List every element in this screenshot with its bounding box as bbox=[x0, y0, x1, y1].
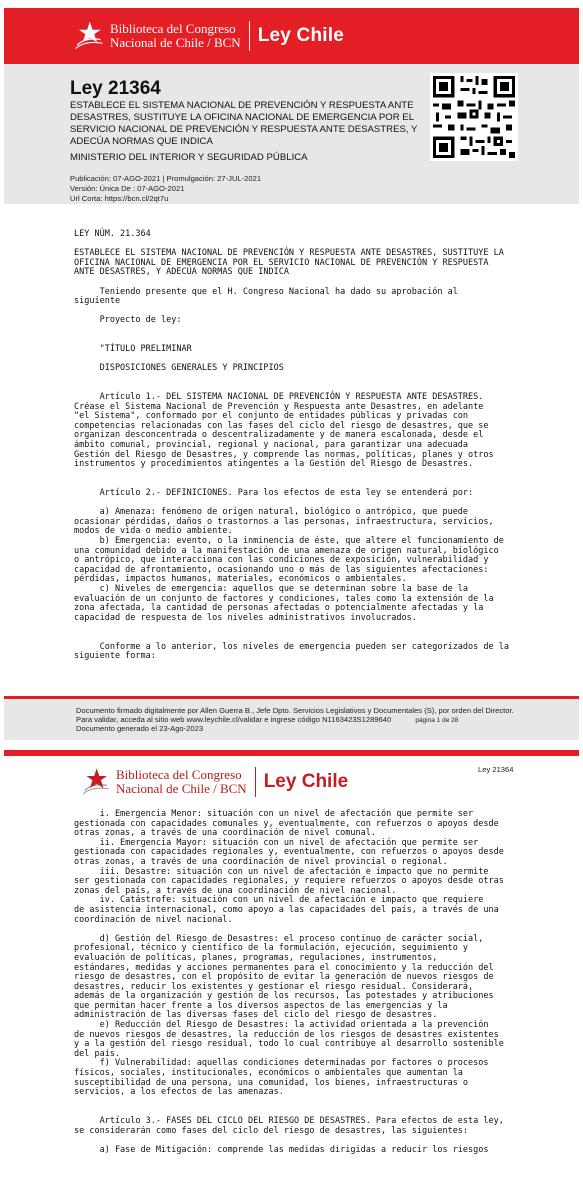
text-line: servicios, a los efectos de las amenazas. bbox=[74, 1087, 284, 1098]
text-line: Conforme a lo anterior, los niveles de emergencia pueden ser categorizados de la bbox=[74, 641, 509, 652]
brand-title: Ley Chile bbox=[257, 25, 344, 46]
text-line: Proyecto de ley: bbox=[74, 315, 182, 326]
text-line: instrumentos y procedimientos atingentes a la Gestión del Riesgo de Desastres. bbox=[74, 459, 474, 470]
law-description: ESTABLECE EL SISTEMA NACIONAL DE PREVENCIÓN Y RESPUESTA ANTE DESASTRES, SUSTITUYE LA OFICINA NACIONAL DE EMERGENCIA POR EL SERVICIO NACIONAL DE PREVENCIÓN Y RESPUESTA ANTE DESASTRES, Y ADECÚA NORMAS QUE INDICA bbox=[70, 100, 418, 147]
org-line-1: Biblioteca del Congreso bbox=[110, 21, 236, 36]
text-line: una comunidad debido a la manifestación de una amenaza de origen natural, biológico bbox=[74, 545, 499, 556]
text-line: e) Reducción del Riesgo de Desastres: la actividad orientada a la prevención bbox=[74, 1020, 489, 1031]
law-body-text-page-2 bbox=[74, 810, 504, 1155]
text-line: coordinación de nivel nacional. bbox=[74, 914, 233, 925]
text-line: evaluación de un conjunto de factores y condiciones, tales como la extensión de la bbox=[74, 593, 494, 604]
version-info: Versión: Única De : 07-AGO-2021 bbox=[70, 184, 185, 193]
text-line: del país. bbox=[74, 1048, 121, 1059]
ministry: MINISTERIO DEL INTERIOR Y SEGURIDAD PÚBLICA bbox=[70, 152, 308, 163]
text-line: siguiente bbox=[74, 296, 121, 307]
qr-code-icon bbox=[430, 73, 518, 161]
star-logo-icon bbox=[78, 765, 112, 799]
text-line: "el Sistema", conformado por el conjunto de entidades públicas y privadas con bbox=[74, 411, 469, 422]
bcn-logo-page-2 bbox=[78, 765, 348, 799]
text-line: y a la gestión del riesgo residual, todo lo cual contribuye al desarrollo sostenible bbox=[74, 1039, 504, 1050]
text-line: Artículo 3.- FASES DEL CICLO DEL RIESGO DE DESASTRES. Para efectos de esta ley, bbox=[74, 1116, 504, 1126]
text-line: capacidad de afrontamiento, ocasionando uno o más de las siguientes afectaciones: bbox=[74, 564, 489, 575]
text-line: físicos, sociales, institucionales, económicos o ambientales que aumentan la bbox=[74, 1068, 463, 1079]
text-line: riesgo de desastres, con el propósito de evitar la generación de nuevos riesgos de bbox=[74, 972, 494, 983]
text-line: zona afectada, la cantidad de personas afectadas o potencialmente afectadas y la bbox=[74, 603, 484, 614]
text-line: además de la organización y gestión de los recursos, las potestades y atribuciones bbox=[74, 991, 494, 1002]
page-footer bbox=[4, 696, 579, 740]
bcn-logo bbox=[70, 16, 344, 56]
text-line: siguiente forma: bbox=[74, 651, 156, 662]
text-line: DISPOSICIONES GENERALES Y PRINCIPIOS bbox=[74, 363, 284, 374]
org-line-1: Biblioteca del Congreso bbox=[116, 767, 242, 782]
text-line: profesional, técnico y científico de la formulación, ejecución, seguimiento y bbox=[74, 943, 469, 954]
org-line-2: Nacional de Chile / BCN bbox=[110, 35, 241, 50]
text-line: ser gestionada con capacidades regionales, y requiere refuerzos o apoyos desde otras bbox=[74, 876, 504, 887]
text-line: capacidad de respuesta de los niveles administrativos involucrados. bbox=[74, 612, 417, 623]
text-line: otras zonas, a través de una coordinación de nivel provincial o regional. bbox=[74, 856, 448, 867]
text-line: pérdidas, impactos humanos, materiales, económicos o ambientales. bbox=[74, 574, 407, 585]
law-title: Ley 21364 bbox=[70, 78, 161, 99]
text-line: i. Emergencia Menor: situación con un nivel de afectación que permite ser bbox=[74, 809, 474, 819]
page-2-top-border bbox=[4, 750, 579, 756]
text-line: ámbito comunal, provincial, regional y nacional, para garantizar una adecuada bbox=[74, 440, 469, 451]
text-line: otras zonas, a través de una coordinación de nivel comunal. bbox=[74, 828, 376, 839]
brand-title: Ley Chile bbox=[263, 771, 349, 792]
text-line: competencias relacionadas con las fases del ciclo del riesgo de desastres, que se bbox=[74, 420, 489, 431]
text-line: estándares, medidas y acciones permanentes para el conocimiento y la reducción del bbox=[74, 962, 494, 973]
text-line: OFICINA NACIONAL DE EMERGENCIA POR EL SERVICIO NACIONAL DE PREVENCIÓN Y RESPUESTA bbox=[74, 257, 489, 268]
text-line: modos de vida o medio ambiente. bbox=[74, 526, 233, 537]
text-line bbox=[74, 1098, 504, 1108]
text-line: ii. Emergencia Mayor: situación con un nivel de afectación que permite ser bbox=[74, 837, 479, 848]
text-line: susceptibilidad de una persona, una comunidad, los bienes, infraestructuras o bbox=[74, 1077, 469, 1088]
signature-note: Documento firmado digitalmente por Allen Guerra B., Jefe Dpto. Servicios Legislativos y Documentales (S), por orden del Director. bbox=[76, 706, 514, 715]
page-number: página 1 de 28 bbox=[415, 717, 459, 724]
text-line: Artículo 1.- DEL SISTEMA NACIONAL DE PREVENCIÓN Y RESPUESTA ANTE DESASTRES. bbox=[74, 392, 484, 403]
text-line: gestionada con capacidades comunales y, eventualmente, con refuerzos o apoyos desde bbox=[74, 818, 499, 829]
text-line: iii. Desastre: situación con un nivel de afectación e impacto que no permite bbox=[74, 866, 489, 877]
text-line: desastres, reducir los existentes y gestionar el riesgo residual. Considerará, bbox=[74, 981, 474, 992]
text-line bbox=[74, 623, 509, 633]
text-line: o antrópico, que interacciona con las condiciones de exposición, vulnerabilidad y bbox=[74, 555, 489, 566]
law-metadata bbox=[70, 174, 261, 204]
status-bar bbox=[0, 0, 583, 8]
page-2-law-reference: Ley 21364 bbox=[478, 765, 514, 774]
text-line bbox=[74, 470, 509, 480]
text-line: que permitan hacer frente a los diversos aspectos de las emergencias y la bbox=[74, 1000, 448, 1011]
text-line: ESTABLECE EL SISTEMA NACIONAL DE PREVENCIÓN Y RESPUESTA ANTE DESASTRES, SUSTITUYE LA bbox=[74, 248, 504, 259]
text-line: evaluación de políticas, planes, programas, regulaciones, instrumentos, bbox=[74, 952, 438, 963]
text-line: c) Niveles de emergencia: aquellos que se determinan sobre la base de la bbox=[74, 583, 469, 594]
text-line: organizan desconcentrada o descentralizadamente y de manera escalonada, desde el bbox=[74, 430, 484, 441]
text-line: administración de las diversas fases del ciclo del riesgo de desastres. bbox=[74, 1010, 438, 1021]
law-body-text-page-1 bbox=[74, 230, 509, 662]
text-line: a) Fase de Mitigación: comprende las medidas dirigidas a reducir los riesgos bbox=[74, 1144, 489, 1155]
text-line: "TÍTULO PRELIMINAR bbox=[74, 344, 192, 355]
text-line: f) Vulnerabilidad: aquellas condiciones determinadas por factores o procesos bbox=[74, 1058, 489, 1069]
text-line: Artículo 2.- DEFINICIONES. Para los efectos de esta ley se entenderá por: bbox=[74, 488, 474, 499]
text-line: Créase el Sistema Nacional de Prevención y Respuesta ante Desastres, en adelante bbox=[74, 401, 484, 412]
text-line: iv. Catástrofe: situación con un nivel de afectación e impacto que requiere bbox=[74, 895, 484, 906]
validation-text: Para validar, acceda al sitio web www.leychile.cl/validar e ingrese código N1163423S1289640 bbox=[76, 715, 392, 724]
text-line: a) Amenaza: fenómeno de origen natural, biológico o antrópico, que puede bbox=[74, 507, 469, 518]
text-line: b) Emergencia: evento, o la inminencia de éste, que altere el funcionamiento de bbox=[74, 536, 504, 546]
text-line: ocasionar pérdidas, daños o trastornos a las personas, infraestructura, servicios, bbox=[74, 516, 494, 527]
text-line: se considerarán como fases del ciclo del riesgo de desastres, las siguientes: bbox=[74, 1125, 469, 1136]
text-line: de asistencia internacional, como apoyo a las capacidades del país, a través de una bbox=[74, 904, 499, 915]
text-line: Teniendo presente que el H. Congreso Nacional ha dado su aprobación al bbox=[74, 286, 458, 297]
org-line-2: Nacional de Chile / BCN bbox=[116, 781, 247, 796]
text-line: zonas del país, a través de una coordinación de nivel nacional. bbox=[74, 885, 397, 896]
text-line: Gestión del Riesgo de Desastres, y comprende las normas, políticas, planes y otros bbox=[74, 449, 494, 460]
text-line bbox=[74, 326, 509, 336]
text-line bbox=[74, 374, 509, 384]
logo-divider bbox=[255, 767, 256, 797]
text-line: ANTE DESASTRES, Y ADECÚA NORMAS QUE INDICA bbox=[74, 267, 289, 278]
text-line: d) Gestión del Riesgo de Desastres: el proceso continuo de carácter social, bbox=[74, 933, 484, 944]
text-line: LEY NÚM. 21.364 bbox=[74, 229, 151, 239]
generated-date: Documento generado el 23-Ago-2023 bbox=[76, 724, 204, 733]
star-logo-icon bbox=[70, 18, 106, 54]
publication-dates: Publicación: 07-AGO-2021 | Promulgación: 27-JUL-2021 bbox=[70, 174, 262, 183]
short-url[interactable]: Url Corta: https://bcn.cl/2qt7u bbox=[70, 194, 169, 203]
logo-divider bbox=[249, 21, 250, 51]
text-line: de nuevos riesgos de desastres, la reducción de los riesgos de desastres existentes bbox=[74, 1029, 499, 1040]
text-line: gestionada con capacidades regionales y, eventualmente, con refuerzos o apoyos desde bbox=[74, 847, 504, 858]
